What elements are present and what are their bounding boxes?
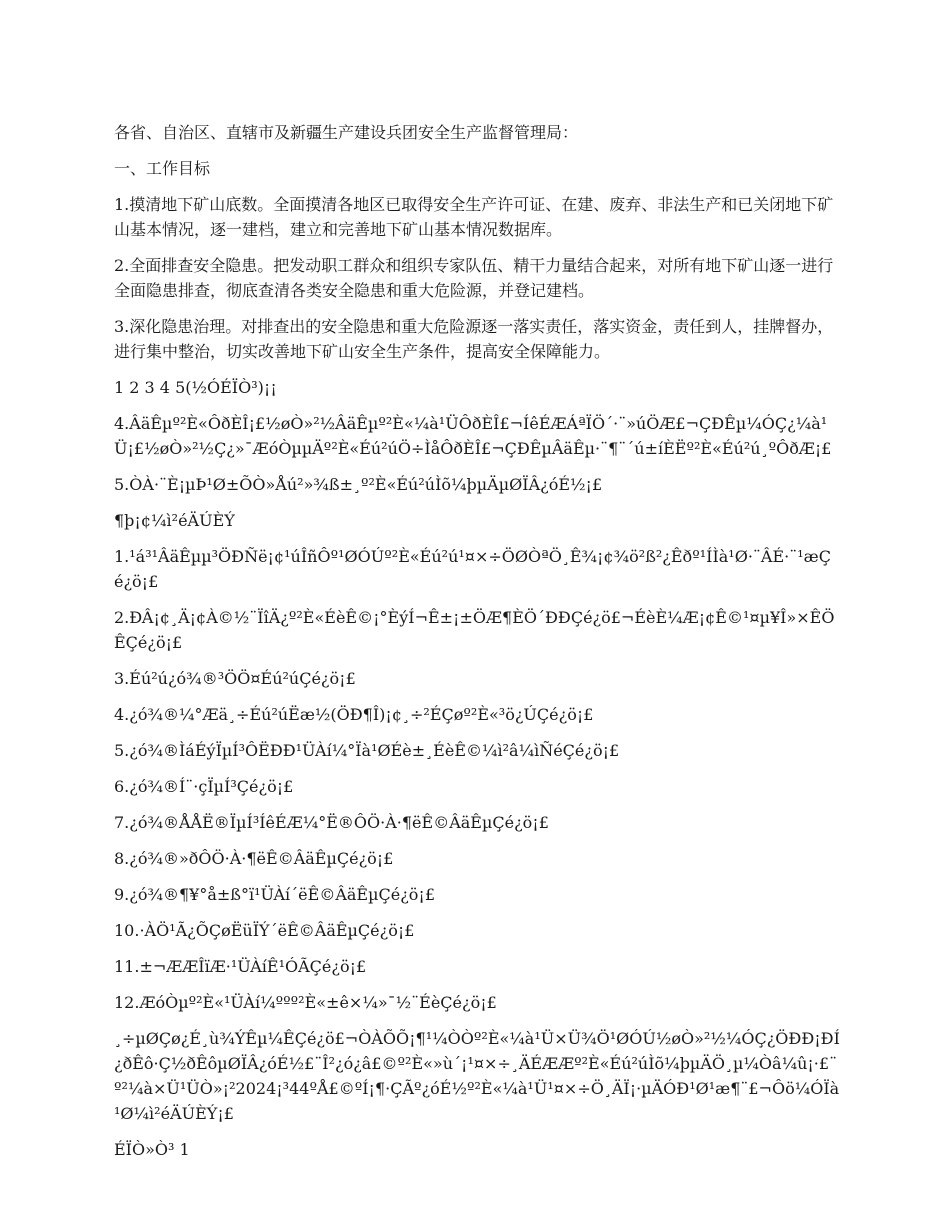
inspection-item-9: 9.¿ó¾®¶¥°å±ß°ï¹ÜÀí´ëÊ©ÂäÊµÇé¿ö¡£ bbox=[114, 885, 436, 904]
section-heading-work-goals: 一、工作目标 bbox=[114, 159, 211, 178]
paragraph-goal-5: 5.ÒÀ·¨È¡µÞ¹Ø±ÕÒ»Åú²»¾ß±¸º²È«Éú²úÌõ¼þµÄµØÏÂ¿óÉ½¡£ bbox=[114, 475, 603, 494]
inspection-item-5: 5.¿ó¾®ÌáÉýÏµÍ³ÔËÐÐ¹ÜÀí¼°Ïà¹ØÉè±¸ÉèÊ©¼ì²â¼ìÑéÇé¿ö¡£ bbox=[114, 741, 620, 760]
paragraph-supplementary-note: ¸÷µØÇø¿É¸ù¾ÝÊµ¼ÊÇé¿ö£¬ÒÀÕÕ¡¶¹¼ÒÒº²È«¼à¹Ü×Ü¾Ö¹ØÓÚ½øÒ»²½¼ÓÇ¿ÖÐÐ¡ÐÍ¿ðÊô·Ç½ðÊôµØÏÂ¿óÉ½£¨Î²¿ó¿â£©º²È«»ù´¡¹¤×÷¸ÄÉÆÆº²È«Éú²úÌõ¼þµÄÖ¸µ¼Òâ¼û¡·£¨º²¼à×Ü¹ÜÒ»¡²2024¡³44ºÅ£©ºÍ¡¶·ÇÃº¿óÉ½º²È«¼à¹Ü¹¤×÷Ö¸ÄÏ¡·µÄÓÐ¹Ø¹æ¶¨£¬Ôö¼ÓÏà¹Ø¼ì²éÄÚÈÝ¡£ bbox=[114, 1029, 840, 1123]
paragraph-goal-2: 2.全面排查安全隐患。把发动职工群众和组织专家队伍、精干力量结合起来，对所有地下矿山逐一进行全面隐患排查，彻底查清各类安全隐患和重大危险源，并登记建档。 bbox=[114, 256, 834, 300]
section-heading-inspection-content: ¶þ¡¢¼ì²éÄÚÈÝ bbox=[114, 511, 235, 530]
paragraph-goal-4: 4.ÂäÊµº²È«ÔðÈÎ¡£½øÒ»²½ÂäÊµº²È«¼à¹ÜÔðÈÎ£¬ÍêÉÆÁªÏÖ´·¨»úÖÆ£¬ÇÐÊµ¼ÓÇ¿¼à¹Ü¡£½øÒ»²½Ç¿»¯ÆóÒµµÄº²È«Éú²úÖ÷ÌåÔðÈÎ£¬ÇÐÊµÂäÊµ·¨¶¨´ú±íÈËº²È«Éú²ú¸ºÔðÆ¡£ bbox=[114, 414, 832, 458]
inspection-item-12: 12.ÆóÒµº²È«¹ÜÀí¼ººº²È«±ê×¼»¯½¨ÉèÇé¿ö¡£ bbox=[114, 993, 497, 1012]
inspection-item-1: 1.¹á³¹ÂäÊµµ³ÖÐÑë¡¢¹úÎñÔº¹ØÓÚº²È«Éú²ú¹¤×÷ÖØÒªÖ¸Ê¾¡¢¾ö²ß²¿Êðº¹ÍÌà¹Ø·¨ÂÉ·¨¹æÇé¿ö¡£ bbox=[114, 547, 831, 591]
inspection-item-10: 10.·ÀÖ¹Ã¿ÕÇøËüÏÝ´ëÊ©ÂäÊµÇé¿ö¡£ bbox=[114, 921, 415, 940]
inspection-item-4: 4.¿ó¾®¼°Æä¸÷Éú²úËæ½(ÖÐ¶Î)¡¢¸÷²ÉÇøº²È«³ö¿ÚÇé¿ö¡£ bbox=[114, 705, 594, 724]
inspection-item-2: 2.ÐÂ¡¢¸Ä¡¢À©½¨ÏîÄ¿º²È«ÉèÊ©¡°ÈýÍ¬Ê±¡±ÖÆ¶ÈÖ´ÐÐÇé¿ö£¬ÉèÈ¼Æ¡¢Ê©¹¤µ¥Î»×ÊÖÊÇé¿ö¡£ bbox=[114, 608, 835, 652]
inspection-item-11: 11.±¬ÆÆÎïÆ·¹ÜÀíÊ¹ÓÃÇé¿ö¡£ bbox=[114, 957, 367, 976]
inspection-item-6: 6.¿ó¾®Í¨·çÏµÍ³Çé¿ö¡£ bbox=[114, 777, 294, 796]
paragraph-goal-1: 1.摸清地下矿山底数。全面摸清各地区已取得安全生产许可证、在建、废弃、非法生产和已关闭地下矿山基本情况，逐一建档，建立和完善地下矿山基本情况数据库。 bbox=[114, 195, 834, 239]
page-nav-numbers[interactable]: 1 2 3 4 5(½ÓÉÏÒ³)¡¡ bbox=[114, 378, 277, 397]
document-body bbox=[114, 120, 840, 1173]
paragraph-goal-3: 3.深化隐患治理。对排查出的安全隐患和重大危险源逐一落实责任，落实资金，责任到人，挂牌督办，进行集中整治，切实改善地下矿山安全生产条件，提高安全保障能力。 bbox=[114, 317, 834, 361]
inspection-item-8: 8.¿ó¾®»ðÔÖ·À·¶ëÊ©ÂäÊµÇé¿ö¡£ bbox=[114, 849, 394, 868]
inspection-item-3: 3.Éú²ú¿ó¾®³ÖÖ¤Éú²úÇé¿ö¡£ bbox=[114, 669, 356, 688]
inspection-item-7: 7.¿ó¾®ÅÅË®ÏµÍ³ÍêÉÆ¼°Ë®ÔÖ·À·¶ëÊ©ÂäÊµÇé¿ö¡£ bbox=[114, 813, 549, 832]
salutation: 各省、自治区、直辖市及新疆生产建设兵团安全生产监督管理局： bbox=[114, 123, 579, 142]
previous-page-link[interactable]: ÉÏÒ»Ò³ 1 bbox=[114, 1140, 190, 1159]
